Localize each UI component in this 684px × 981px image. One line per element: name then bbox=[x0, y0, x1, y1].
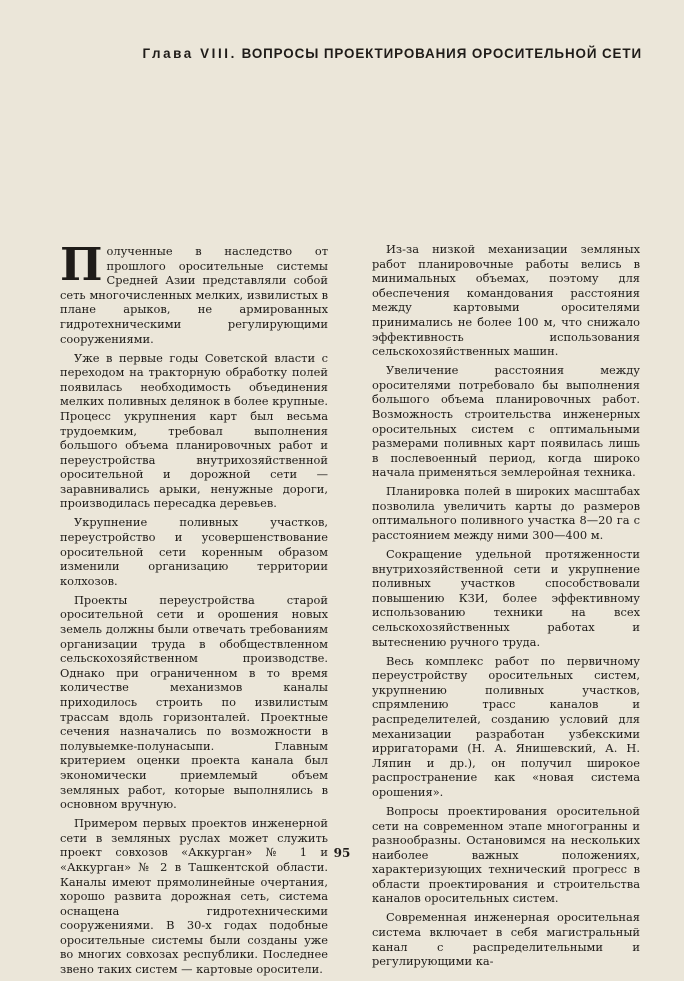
right-column bbox=[372, 242, 640, 973]
left-column bbox=[60, 238, 328, 981]
paragraph: Из-за низкой механизации земляных работ планировочные работы велись в минимальных объемах, поэтому для обеспечения командования расстояния между картовыми оросителями принимались не более 100 м, что снижало эффективность использования сельскохозяйственных машин. bbox=[372, 242, 640, 359]
paragraph: Современная инженерная оросительная система включает в себя магистральный канал с распределительными и регулирующими ка- bbox=[372, 910, 640, 969]
paragraph: Вопросы проектирования оросительной сети на современном этапе многогранны и разнообразны. Остановимся на нескольких наиболее важных положениях, характеризующих технический прогресс в области проектирования и строительства каналов оросительных систем. bbox=[372, 803, 640, 906]
chapter-label: Глава VIII. bbox=[142, 46, 237, 61]
paragraph: Примером первых проектов инженерной сети в земляных руслах может служить проект совхозов «Аккурган» № 1 и «Аккурган» № 2 в Ташкентской области. Каналы имеют прямолинейные очертания, хорошо развита дорожная сеть, система оснащена гидротехническими сооружениями. В 30-х годах подобные оросительные системы были созданы уже во многих совхозах республики. Последнее звено таких систем — картовые оросители. bbox=[60, 816, 328, 977]
page-number: 95 bbox=[333, 846, 351, 860]
running-header bbox=[142, 46, 642, 61]
paragraph: Полученные в наследство от прошлого оросительные системы Средней Азии представляли собой сеть многочисленных мелких, извилистых в плане арыков, не армированных гидротехническими регулирующими сооружениями. bbox=[60, 238, 328, 346]
drop-cap: П bbox=[60, 238, 103, 291]
paragraph: Увеличение расстояния между оросителями потребовало бы выполнения большого объема планировочных работ. Возможность строительства инженерных оросительных систем с оптимальными размерами поливных карт появилась лишь в послевоенный период, когда широко начала применяться землеройная техника. bbox=[372, 363, 640, 480]
paragraph: Уже в первые годы Советской власти с переходом на тракторную обработку полей появилась необходимость объединения мелких поливных делянок в более крупные. Процесс укрупнения карт был весьма трудоемким, требовал выполнения большого объема планировочных работ и переустройства внутрихозяйственной оросительной и дорожной сети — заравнивались арыки, ненужные дороги, производилась пересадка деревьев. bbox=[60, 350, 328, 511]
paragraph: Весь комплекс работ по первичному переустройству оросительных систем, укрупнению поливных участков, спрямлению трасс каналов и распределителей, созданию условий для механизации разработан узбекскими ирригаторами (Н. А. Янишевский, А. Н. Ляпин и др.), он получил широкое распространение как «новая система орошения». bbox=[372, 653, 640, 799]
paragraph: Проекты переустройства старой оросительной сети и орошения новых земель должны были отвечать требованиям организации труда в обобществленном сельскохозяйственном производстве. Однако при ограниченном в то время количестве механизмов каналы приходилось строить по извилистым трассам вдоль горизонталей. Проектные сечения назначались по возможности в полувыемке-полунасыпи. Главным критерием оценки проекта канала был экономически приемлемый объем земляных работ, которые выполнялись в основном вручную. bbox=[60, 592, 328, 812]
paragraph: Укрупнение поливных участков, переустройство и усовершенствование оросительной сети коренным образом изменили организацию территории колхозов. bbox=[60, 515, 328, 588]
paragraph: Планировка полей в широких масштабах позволила увеличить карты до размеров оптимального поливного участка 8—20 га с расстоянием между ними 300—400 м. bbox=[372, 484, 640, 543]
paragraph: Сокращение удельной протяженности внутрихозяйственной сети и укрупнение поливных участков способствовали повышению КЗИ, более эффективному использованию техники на всех сельскохозяйственных работах и вытеснению ручного труда. bbox=[372, 547, 640, 649]
chapter-title: ВОПРОСЫ ПРОЕКТИРОВАНИЯ ОРОСИТЕЛЬНОЙ СЕТИ bbox=[241, 46, 642, 61]
